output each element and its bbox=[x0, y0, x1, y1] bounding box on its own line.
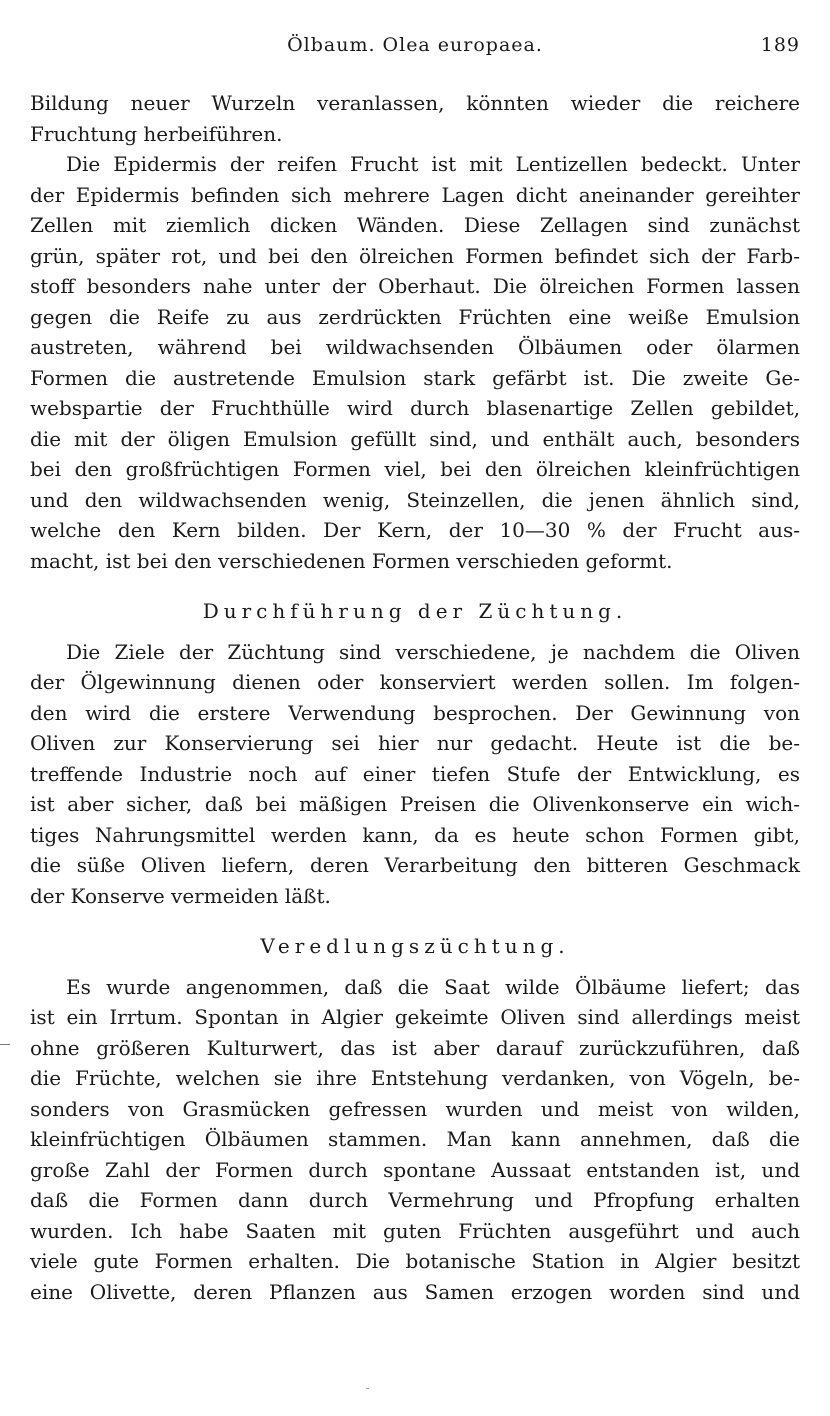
text-line: große Zahl der Formen durch spontane Aussaat entstanden ist, und bbox=[30, 1157, 800, 1182]
paragraph-epidermis bbox=[30, 149, 800, 576]
text-line: wurden. Ich habe Saaten mit guten Früchten ausgeführt und auch bbox=[30, 1218, 800, 1243]
text-line: den wird die erstere Verwendung besprochen. Der Gewinnung von bbox=[30, 700, 800, 725]
text-line: ist ein Irrtum. Spontan in Algier gekeimte Oliven sind allerdings meist bbox=[30, 1005, 800, 1029]
body-text bbox=[30, 88, 800, 1307]
section-heading-durchfuehrung: Durchführung der Züchtung. bbox=[202, 599, 628, 623]
text-line: der Epidermis befinden sich mehrere Lagen dicht aneinander gereihter bbox=[30, 182, 800, 207]
text-line: der Konserve vermeiden läßt. bbox=[30, 883, 331, 908]
text-line: und den wildwachsenden wenig, Steinzellen, die jenen ähnlich sind, bbox=[30, 487, 800, 512]
text-line: eine Olivette, deren Pflanzen aus Samen erzogen worden sind und bbox=[30, 1279, 800, 1304]
scan-speck bbox=[366, 1388, 369, 1389]
text-line: macht, ist bei den verschiedenen Formen verschieden geformt. bbox=[30, 548, 673, 573]
text-line: ist aber sicher, daß bei mäßigen Preisen die Olivenkonserve ein wich- bbox=[30, 792, 800, 816]
text-line: Bildung neuer Wurzeln veranlassen, könnten wieder die reichere bbox=[30, 91, 800, 115]
text-line: Es wurde angenommen, daß die Saat wilde Ölbäume liefert; das bbox=[66, 974, 800, 999]
text-line: welche den Kern bilden. Der Kern, der 10—30 % der Frucht aus- bbox=[30, 518, 800, 542]
text-line: Die Ziele der Züchtung sind verschiedene, je nachdem die Oliven bbox=[66, 639, 800, 664]
text-line: daß die Formen dann durch Vermehrung und Pfropfung erhalten bbox=[30, 1188, 800, 1212]
paragraph-saat bbox=[30, 972, 800, 1308]
text-line: treffende Industrie noch auf einer tiefen Stufe der Entwicklung, es bbox=[30, 761, 800, 786]
text-line: die Früchte, welchen sie ihre Entstehung verdanken, von Vögeln, be- bbox=[30, 1066, 800, 1090]
text-line: die süße Oliven liefern, deren Verarbeitung den bitteren Geschmack bbox=[30, 853, 800, 877]
text-line: Formen die austretende Emulsion stark gefärbt ist. Die zweite Ge- bbox=[30, 365, 800, 390]
text-line: webspartie der Fruchthülle wird durch blasenartige Zellen gebildet, bbox=[30, 396, 800, 420]
text-line: Die Epidermis der reifen Frucht ist mit Lentizellen bedeckt. Unter bbox=[66, 152, 800, 176]
text-line: die mit der öligen Emulsion gefüllt sind, und enthält auch, besonders bbox=[30, 426, 800, 451]
paragraph-continued bbox=[30, 88, 800, 149]
text-line: tiges Nahrungsmittel werden kann, da es heute schon Formen gibt, bbox=[30, 822, 800, 847]
text-line: der Ölgewinnung dienen oder konserviert werden sollen. Im folgen- bbox=[30, 670, 800, 694]
text-line: gegen die Reife zu aus zerdrückten Früchten eine weiße Emulsion bbox=[30, 304, 800, 329]
text-line: kleinfrüchtigen Ölbäumen stammen. Man kann annehmen, daß die bbox=[30, 1127, 800, 1151]
margin-mark bbox=[0, 1044, 10, 1045]
page-number: 189 bbox=[760, 34, 800, 56]
text-line: Oliven zur Konservierung sei hier nur gedacht. Heute ist die be- bbox=[30, 731, 800, 755]
text-line: sonders von Grasmücken gefressen wurden und meist von wilden, bbox=[30, 1096, 800, 1121]
running-title: Ölbaum. Olea europaea. bbox=[287, 34, 543, 56]
text-line: bei den großfrüchtigen Formen viel, bei den ölreichen kleinfrüchtigen bbox=[30, 457, 800, 481]
text-line: austreten, während bei wildwachsenden Ölbäumen oder ölarmen bbox=[30, 335, 800, 359]
text-line: Fruchtung herbeiführen. bbox=[30, 121, 283, 146]
section-heading-veredlung: Veredlungszüchtung. bbox=[260, 934, 570, 958]
text-line: Zellen mit ziemlich dicken Wänden. Diese Zellagen sind zunächst bbox=[30, 213, 800, 237]
running-header bbox=[30, 34, 800, 64]
paragraph-ziele bbox=[30, 637, 800, 912]
text-line: ohne größeren Kulturwert, das ist aber darauf zurückzuführen, daß bbox=[30, 1035, 800, 1060]
text-line: grün, später rot, und bei den ölreichen Formen befindet sich der Farb- bbox=[30, 243, 800, 268]
text-line: viele gute Formen erhalten. Die botanische Station in Algier besitzt bbox=[30, 1249, 800, 1273]
text-line: stoff besonders nahe unter der Oberhaut. Die ölreichen Formen lassen bbox=[30, 274, 800, 298]
